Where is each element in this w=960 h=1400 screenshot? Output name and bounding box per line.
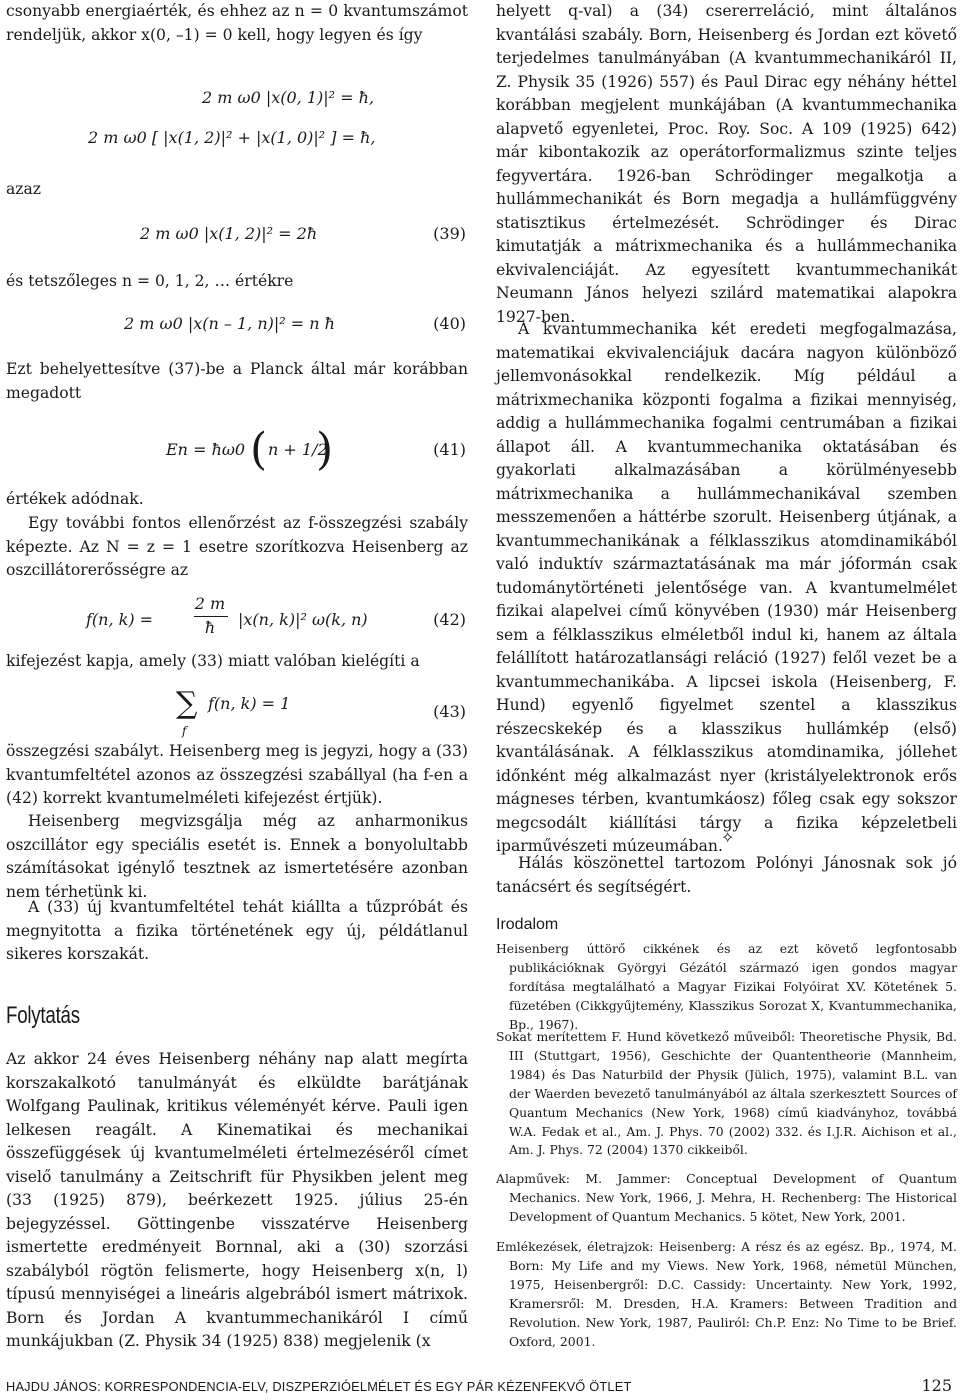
equation-text: 2 m ω0 |x(n – 1, n)|² = n ħ (124, 314, 335, 333)
fraction-numerator: 2 m (194, 594, 226, 613)
paragraph: Egy további fontos ellenőrzést az f-összegzési szabály képezte. Az N = z = 1 esetre szorítkozva Heisenberg az oszcillátorerősségre az (6, 514, 468, 579)
paragraph: azaz (6, 180, 42, 198)
section-separator-icon: ✧ (721, 828, 735, 847)
reference-item: Alapművek: M. Jammer: Conceptual Development of Quantum Mechanics. New York, 1966, J. Mehra, H. Rechenberg: The Historical Development of Quantum Mechanics. 5 kötet, New York, 2001. (496, 1171, 957, 1224)
paragraph: Hálás köszönettel tartozom Polónyi Jánosnak sok jó tanácsért és segítségért. (496, 854, 957, 896)
references-heading: Irodalom (496, 916, 559, 933)
equation-39 (6, 224, 468, 264)
paragraph: Ezt behelyettesítve (37)-be a Planck által már korábban megadott (6, 360, 468, 402)
reference-item: Emlékezések, életrajzok: Heisenberg: A rész és az egész. Bp., 1974, M. Born: My Life and my Views. New York, 1968, németül München, 1975, Heisenbergről: D.C. Cassidy: Uncertainty. New York, 1992, Kramersről: M. Dresden, H.A. Kramers: Between Tradition and Revolution. New York, 1987, Pauliról: Ch.P. Enz: No Time to be Brief. Oxford, 2001. (496, 1239, 957, 1349)
equation-40 (6, 314, 468, 354)
equation-number: (43) (433, 702, 466, 721)
equation-b (6, 128, 468, 168)
paragraph: Az akkor 24 éves Heisenberg néhány nap alatt megírta korszakalkotó tanulmányát és elküldte barátjának Wolfgang Paulinak, kritikus véleményét kérve. Pauli igen lelkesen reagált. A Kinematikai és mechanikai összefüggések új kvantumelméleti értelmezéséről címet viselő tanulmány a Zeitschrift für Physikben jelent meg (33 (1925) 879), beérkezett 1925. július 25-én bejegyzéssel. Göttingenbe visszatérve Heisenberg ismertette eredményeit Bornnal, aki a (30) szorzási szabályból rögtön felismerte, hogy Heisenberg x(n, l) típusú mennyiségei a lineáris algebrából ismert mátrixok. Born és Jordan A kvantummechanikáról I című munkájukban (Z. Physik 34 (1925) 838) megjelenik (x (6, 1050, 468, 1350)
equation-number: (40) (433, 314, 466, 333)
equation-43 (6, 686, 468, 742)
paren-close: ) (316, 424, 334, 475)
equation-text: 2 m ω0 [ |x(1, 2)|² + |x(1, 0)|² ] = ħ, (88, 128, 376, 147)
page-number: 125 (921, 1376, 952, 1395)
paren-open: ( (250, 424, 268, 475)
equation-41 (6, 424, 468, 484)
sum-sign: ∑ (176, 686, 198, 721)
equation-text: f(n, k) = 1 (208, 694, 291, 713)
paragraph: csonyabb energiaérték, és ehhez az n = 0 kvantumszámot rendeljük, akkor x(0, –1) = 0 kell, hogy legyen és így (6, 2, 468, 44)
paragraph: értékek adódnak. (6, 490, 144, 508)
page-footer (6, 1376, 952, 1398)
paragraph: és tetszőleges n = 0, 1, 2, … értékre (6, 272, 294, 290)
paragraph: összegzési szabályt. Heisenberg meg is jegyzi, hogy a (33) kvantumfeltétel azonos az összegzési szabállyal (ha f-en a (42) korrekt kvantumelméleti kifejezést értjük). (6, 742, 468, 807)
sum-subscript: f (182, 724, 187, 738)
paragraph: Heisenberg megvizsgálja még az anharmonikus oszcillátor egy speciális esetét is. Ennek a bonyolultabb számításokat igénylő tesztnek az ismertetésére azonban nem térhetünk ki. (6, 812, 468, 901)
equation-text: f(n, k) = (86, 610, 154, 629)
fraction-bar (194, 616, 228, 617)
paragraph: kifejezést kapja, amely (33) miatt valóban kielégíti a (6, 652, 420, 670)
equation-number: (39) (433, 224, 466, 243)
equation-text: 2 m ω0 |x(1, 2)|² = 2ħ (140, 224, 318, 243)
equation-text: 2 m ω0 |x(0, 1)|² = ħ, (202, 88, 375, 107)
running-title: HAJDU JÁNOS: KORRESPONDENCIA-ELV, DISZPERZIÓELMÉLET ÉS EGY PÁR KÉZENFEKVŐ ÖTLET (6, 1379, 632, 1394)
fraction-denominator: ħ (204, 618, 216, 637)
reference-item: Heisenberg úttörő cikkének és az ezt követő legfontosabb publikációknak Györgyi Gézától származó igen gondos magyar fordítása megtalálható a Magyar Fizikai Folyóirat XV. Kötetének 5. füzetében (Cikkgyűjtemény, Klasszikus Sorozat X, Kvantummechanika, Bp., 1967). (496, 941, 957, 1032)
paragraph: A (33) új kvantumfeltétel tehát kiállta a tűzpróbát és megnyitotta a fizika történetének egy új, példátlanul sikeres korszakát. (6, 898, 468, 963)
reference-item: Sokat merítettem F. Hund következő műveiből: Theoretische Physik, Bd. III (Stuttgart, 1956), Geschichte der Quantentheorie (Mannheim, 1984) és Das Naturbild der Physik (Jülich, 1975), valamint B.L. van der Waerden bevezető tanulmányából az általa szerkesztett Sources of Quantum Mechanics (New York, 1968) című kiadványhoz, továbbá W.A. Fedak et al., Am. J. Phys. 70 (2002) 332. és I.J.R. Aichison et al., Am. J. Phys. 72 (2004) 1370 cikkeiből. (496, 1029, 957, 1158)
paragraph: helyett q-val) a (34) csererreláció, mint általános kvantálási szabály. Born, Heisenberg és Jordan ezt követő terjedelmes tanulmányában (A kvantummechanikáról II, Z. Physik 35 (1926) 557) és Paul Dirac egy néhány héttel korábban megjelent munkájában (A kvantummechanika alapvető egyenletei, Proc. Roy. Soc. A 109 (1925) 642) már kibontakozik az operátorformalizmus szinte teljes fegyvertára. 1926-ban Schrödinger megalkotja a hullámmechanikát és Born megadja a hullámfüggvény statisztikus értelmezését. Schrödinger és Dirac kimutatják a mátrixmechanika és a hullámmechanika ekvivalenciáját. Az egyesített kvantummechanikát Neumann János helyezi szilárd matematikai alapokra 1927-ben. (496, 2, 957, 326)
equation-text: n + 1/2 (268, 440, 328, 459)
equation-a (6, 88, 468, 128)
equation-text: |x(n, k)|² ω(k, n) (238, 610, 368, 629)
equation-number: (42) (433, 610, 466, 629)
paragraph: A kvantummechanika két eredeti megfogalmazása, matematikai ekvivalenciájuk dacára nagyon különböző jellemvonásokkal rendelkezik. Míg például a mátrixmechanika központi fogalma a fizikai mennyiség, addig a hullámmechanika fogalmi centrumában a fizikai állapot áll. A kvantummechanika oktatásában és gyakorlati alkalmazásában a körülményesebb mátrixmechanika a hullámmechanikával szemben messzemenően a háttérbe szorult. Heisenberg útjának, a kvantummechanikának a félklasszikus atomdinamikából való induktív származtatásának ma már jóformán csak tudománytörténeti jelentősége van. A kvantumelmélet fizikai alapelvei című könyvében (1930) már Heisenberg sem a félklasszikus elméletből indul ki, hanem az általa felállított határozatlansági reláció (1927) felől vezet be a kvantummechanikába. A lipcsei iskola (Heisenberg, F. Hund) egyenlő figyelmet szentel a klasszikus részecskekép és a klasszikus hullámkép (első) kvantálásának. A félklasszikus atomdinamika, jóllehet időnként még alkalmazást nyer (kristályelektronok erős mágneses térben, kvantumkáosz) főleg csak egy sokszor megcsodált kiállítási tárgy a fizika képzeletbeli iparművészeti múzeumában. (496, 320, 957, 855)
equation-42 (6, 594, 468, 640)
equation-text: En = ħω0 (166, 440, 246, 459)
equation-number: (41) (433, 440, 466, 459)
section-heading: Folytatás (6, 1002, 80, 1029)
